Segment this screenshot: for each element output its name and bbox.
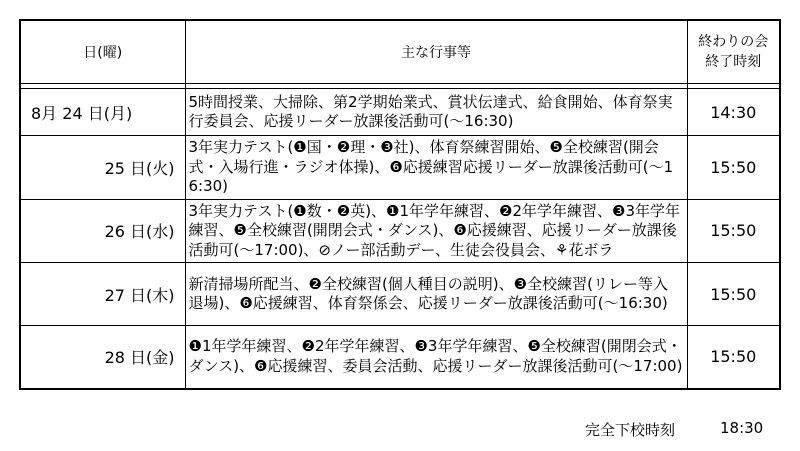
row-events: ❶1年学年練習、❷2年学年練習、❸3年学年練習、❺全校練習(開閉会式・ダンス)、❻応援練習、委員会活動、応援リーダー放課後活動可(～17:00) <box>185 326 687 389</box>
header-end-time <box>687 20 780 84</box>
row-end-time: 15:50 <box>687 263 780 326</box>
table-row <box>20 199 780 263</box>
table-row <box>20 89 780 136</box>
row-day: 26 日(水) <box>20 199 185 263</box>
row-day: 8月 24 日(月) <box>20 89 185 136</box>
table-row <box>20 263 780 326</box>
row-end-time: 15:50 <box>687 326 780 389</box>
row-end-time: 15:50 <box>687 199 780 263</box>
table-row <box>20 136 780 200</box>
table-row <box>20 326 780 389</box>
header-end-line1: 終わりの会 <box>698 34 769 50</box>
header-day: 日(曜) <box>20 20 185 84</box>
row-day: 28 日(金) <box>20 326 185 389</box>
dismissal-time: 18:30 <box>720 419 764 437</box>
dismissal-label: 完全下校時刻 <box>585 421 676 439</box>
row-end-time: 14:30 <box>687 89 780 136</box>
row-end-time: 15:50 <box>687 136 780 200</box>
header-events: 主な行事等 <box>185 20 687 84</box>
row-events: 新清掃場所配当、❷全校練習(個人種目の説明)、❸全校練習(リレー等入退場)、❻応援練習、体育祭係会、応援リーダー放課後活動可(～16:30) <box>185 263 687 326</box>
row-events: 5時間授業、大掃除、第2学期始業式、賞状伝達式、給食開始、体育祭実行委員会、応援リーダー放課後活動可(～16:30) <box>185 89 687 136</box>
row-events: 3年実力テスト(❶数・❷英)、❶1年学年練習、❷2年学年練習、❸3年学年練習、❺全校練習(開閉会式・ダンス)、❻応援練習、応援リーダー放課後活動可(～17:00)、⊘ノー部活動デー、生徒会役員会、⚘花ボラ <box>185 199 687 263</box>
row-events: 3年実力テスト(❶国・❷理・❸社)、体育祭練習開始、❺全校練習(開会式・入場行進・ラジオ体操)、❻応援練習応援リーダー放課後活動可(～16:30) <box>185 136 687 200</box>
schedule-table <box>19 19 781 390</box>
row-day: 25 日(火) <box>20 136 185 200</box>
table-header-row <box>20 20 780 84</box>
row-day: 27 日(木) <box>20 263 185 326</box>
header-end-line2: 終了時刻 <box>705 54 762 70</box>
